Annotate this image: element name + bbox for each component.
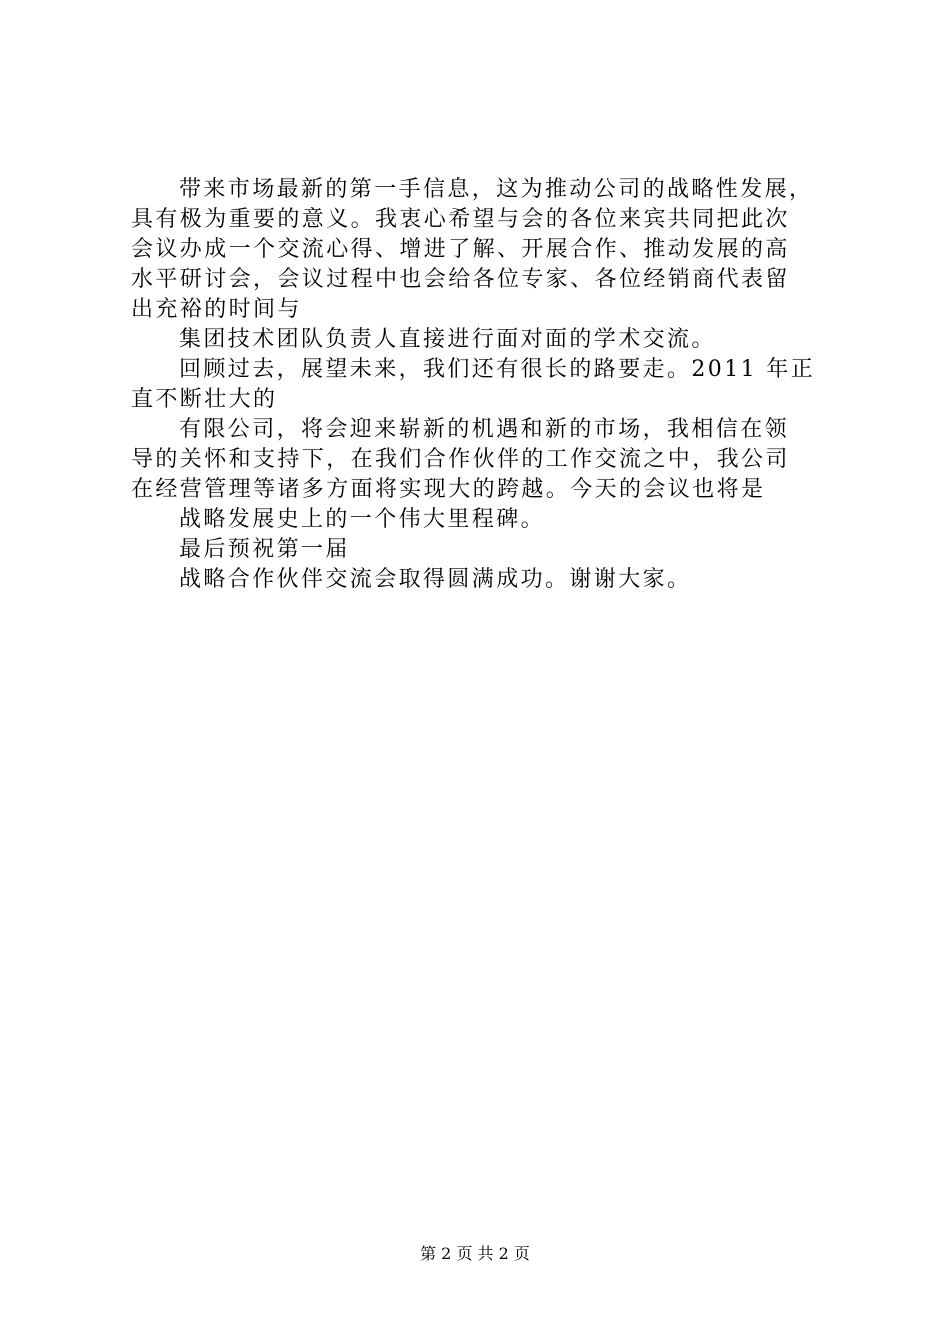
- paragraph-line: 直不断壮大的: [131, 387, 278, 412]
- page-number-footer: 第 2 页 共 2 页: [420, 1244, 530, 1263]
- paragraph-line: 水平研讨会，会议过程中也会给各位专家、各位经销商代表留: [131, 267, 790, 292]
- paragraph-line: 会议办成一个交流心得、增进了解、开展合作、推动发展的高: [131, 237, 790, 262]
- paragraph-line: 战略发展史上的一个伟大里程碑。: [179, 507, 546, 532]
- paragraph-line: 在经营管理等诸多方面将实现大的跨越。今天的会议也将是: [131, 477, 766, 502]
- paragraph-line: 出充裕的时间与: [131, 297, 302, 322]
- paragraph-line: 战略合作伙伴交流会取得圆满成功。谢谢大家。: [179, 567, 692, 592]
- document-body: [131, 175, 831, 595]
- paragraph-line: 回顾过去，展望未来，我们还有很长的路要走。2011 年正: [179, 357, 816, 382]
- paragraph-line: 集团技术团队负责人直接进行面对面的学术交流。: [179, 327, 716, 352]
- paragraph-line: 导的关怀和支持下，在我们合作伙伴的工作交流之中，我公司: [131, 447, 790, 472]
- paragraph-line: 有限公司，将会迎来崭新的机遇和新的市场，我相信在领: [179, 417, 790, 442]
- paragraph-line: 最后预祝第一届: [179, 537, 350, 562]
- paragraph-line: 带来市场最新的第一手信息，这为推动公司的战略性发展，: [179, 177, 814, 202]
- paragraph-line: 具有极为重要的意义。我衷心希望与会的各位来宾共同把此次: [131, 207, 790, 232]
